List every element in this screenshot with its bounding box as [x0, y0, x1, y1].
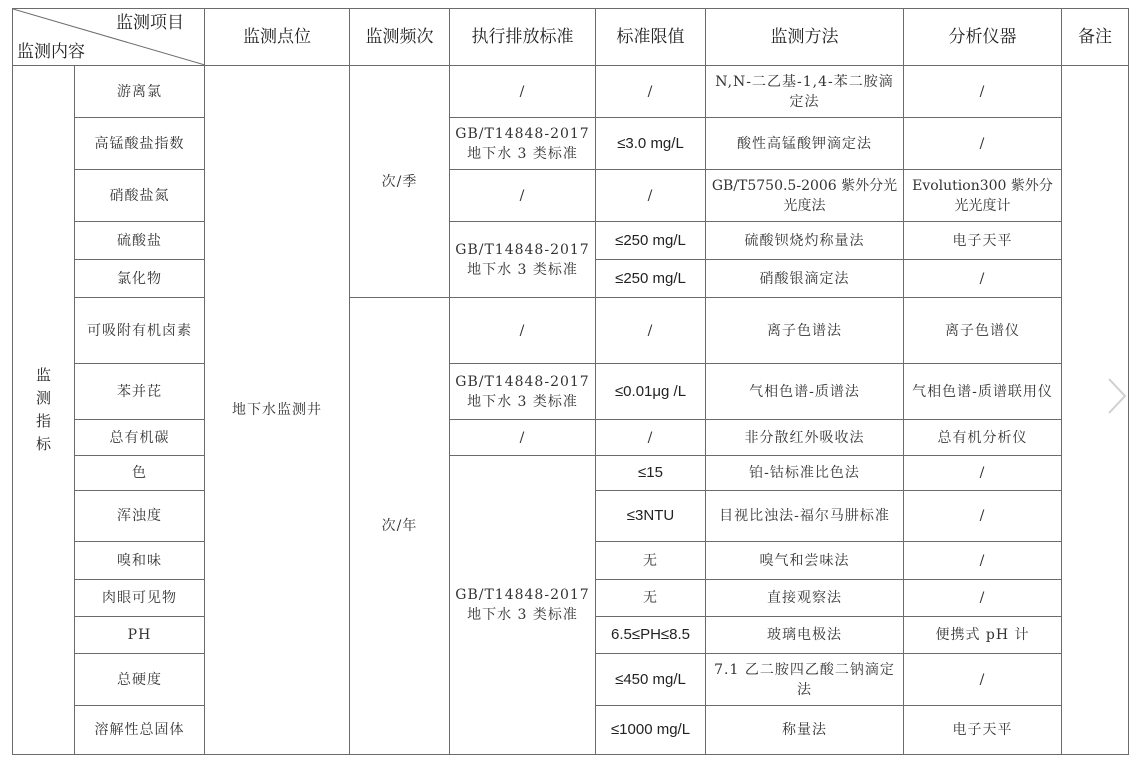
- method-cell: 7.1 乙二胺四乙酸二钠滴定法: [706, 654, 904, 706]
- limit-cell: ≤1000 mg/L: [596, 706, 706, 755]
- instrument-cell: 总有机分析仪: [904, 420, 1062, 456]
- standard-gb: GB/T14848-2017: [455, 373, 590, 390]
- item-cell: 色: [75, 456, 205, 491]
- instrument-cell: 气相色谱-质谱联用仪: [904, 364, 1062, 420]
- method-cell: 离子色谱法: [706, 298, 904, 364]
- chevron-right-icon[interactable]: [1106, 376, 1128, 416]
- table-row: [13, 298, 1129, 364]
- item-cell: 溶解性总固体: [75, 706, 205, 755]
- instrument-cell: /: [904, 491, 1062, 542]
- instrument-cell: /: [904, 542, 1062, 580]
- category-label: 监测指标: [35, 367, 51, 453]
- standard-class: 地下水 3 类标准: [467, 261, 578, 278]
- header-location: 监测点位: [205, 9, 350, 66]
- instrument-cell: 便携式 pH 计: [904, 617, 1062, 654]
- instrument-cell: /: [904, 580, 1062, 617]
- header-corner: [13, 9, 205, 66]
- standard-gb: GB/T14848-2017: [455, 587, 590, 603]
- limit-cell: ≤250 mg/L: [596, 222, 706, 260]
- standard-gb: GB/T14848-2017: [455, 241, 590, 258]
- header-limit: 标准限值: [596, 9, 706, 66]
- standard-class: 地下水 3 类标准: [467, 145, 578, 162]
- limit-cell: ≤15: [596, 456, 706, 491]
- location-cell: 地下水监测井: [205, 66, 350, 755]
- header-frequency: 监测频次: [350, 9, 450, 66]
- method-cell: 硝酸银滴定法: [706, 260, 904, 298]
- method-cell: 称量法: [706, 706, 904, 755]
- header-monitoring-content: 监测内容: [17, 42, 85, 61]
- item-cell: 氯化物: [75, 260, 205, 298]
- instrument-cell: /: [904, 66, 1062, 118]
- instrument-cell: /: [904, 654, 1062, 706]
- table-row: [13, 170, 1129, 222]
- standard-cell: /: [450, 66, 596, 118]
- limit-cell: /: [596, 170, 706, 222]
- item-cell: 硫酸盐: [75, 222, 205, 260]
- item-cell: 总硬度: [75, 654, 205, 706]
- table-row: [13, 420, 1129, 456]
- limit-cell: ≤3.0 mg/L: [596, 118, 706, 170]
- table-row: [13, 222, 1129, 260]
- item-cell: 游离氯: [75, 66, 205, 118]
- standard-cell: [450, 222, 596, 298]
- item-cell: 总有机碳: [75, 420, 205, 456]
- limit-cell: 无: [596, 542, 706, 580]
- standard-cell: [450, 118, 596, 170]
- method-cell: 气相色谱-质谱法: [706, 364, 904, 420]
- item-cell: 嗅和味: [75, 542, 205, 580]
- standard-cell: [450, 456, 596, 755]
- limit-cell: ≤3NTU: [596, 491, 706, 542]
- method-cell: 铂-钴标准比色法: [706, 456, 904, 491]
- header-remark: 备注: [1062, 9, 1129, 66]
- instrument-cell: /: [904, 456, 1062, 491]
- method-cell: GB/T5750.5-2006 紫外分光光度法: [706, 170, 904, 222]
- item-cell: 苯并芘: [75, 364, 205, 420]
- method-cell: 嗅气和尝味法: [706, 542, 904, 580]
- limit-cell: ≤450 mg/L: [596, 654, 706, 706]
- limit-cell: ≤250 mg/L: [596, 260, 706, 298]
- limit-cell: /: [596, 298, 706, 364]
- item-cell: PH: [75, 617, 205, 654]
- method-cell: 目视比浊法-福尔马肼标准: [706, 491, 904, 542]
- limit-cell: /: [596, 420, 706, 456]
- instrument-cell: 电子天平: [904, 706, 1062, 755]
- monitoring-table: [12, 8, 1129, 755]
- method-cell: 酸性高锰酸钾滴定法: [706, 118, 904, 170]
- instrument-cell: 电子天平: [904, 222, 1062, 260]
- instrument-cell: 离子色谱仪: [904, 298, 1062, 364]
- instrument-cell: /: [904, 118, 1062, 170]
- method-cell: N,N-二乙基-1,4-苯二胺滴定法: [706, 66, 904, 118]
- frequency-yearly: 次/年: [350, 298, 450, 755]
- standard-cell: /: [450, 420, 596, 456]
- method-cell: 非分散红外吸收法: [706, 420, 904, 456]
- standard-cell: [450, 364, 596, 420]
- limit-cell: /: [596, 66, 706, 118]
- method-cell: 玻璃电极法: [706, 617, 904, 654]
- method-cell: 硫酸钡烧灼称量法: [706, 222, 904, 260]
- category-cell: [13, 66, 75, 755]
- header-monitoring-item: 监测项目: [116, 13, 184, 32]
- item-cell: 高锰酸盐指数: [75, 118, 205, 170]
- item-cell: 肉眼可见物: [75, 580, 205, 617]
- table-row: [13, 456, 1129, 491]
- instrument-cell: /: [904, 260, 1062, 298]
- item-cell: 硝酸盐氮: [75, 170, 205, 222]
- frequency-quarterly: 次/季: [350, 66, 450, 298]
- table-row: [13, 364, 1129, 420]
- header-method: 监测方法: [706, 9, 904, 66]
- header-instrument: 分析仪器: [904, 9, 1062, 66]
- limit-cell: 6.5≤PH≤8.5: [596, 617, 706, 654]
- header-row: [13, 9, 1129, 66]
- item-cell: 浑浊度: [75, 491, 205, 542]
- standard-cell: /: [450, 298, 596, 364]
- standard-cell: /: [450, 170, 596, 222]
- method-cell: 直接观察法: [706, 580, 904, 617]
- standard-gb: GB/T14848-2017: [455, 125, 590, 142]
- item-cell: 可吸附有机卤素: [75, 298, 205, 364]
- table-row: [13, 118, 1129, 170]
- limit-cell: ≤0.01μg /L: [596, 364, 706, 420]
- standard-class: 地下水 3 类标准: [467, 607, 578, 623]
- table-row: [13, 66, 1129, 118]
- limit-cell: 无: [596, 580, 706, 617]
- instrument-cell: Evolution300 紫外分光光度计: [904, 170, 1062, 222]
- header-standard: 执行排放标准: [450, 9, 596, 66]
- standard-class: 地下水 3 类标准: [467, 393, 578, 410]
